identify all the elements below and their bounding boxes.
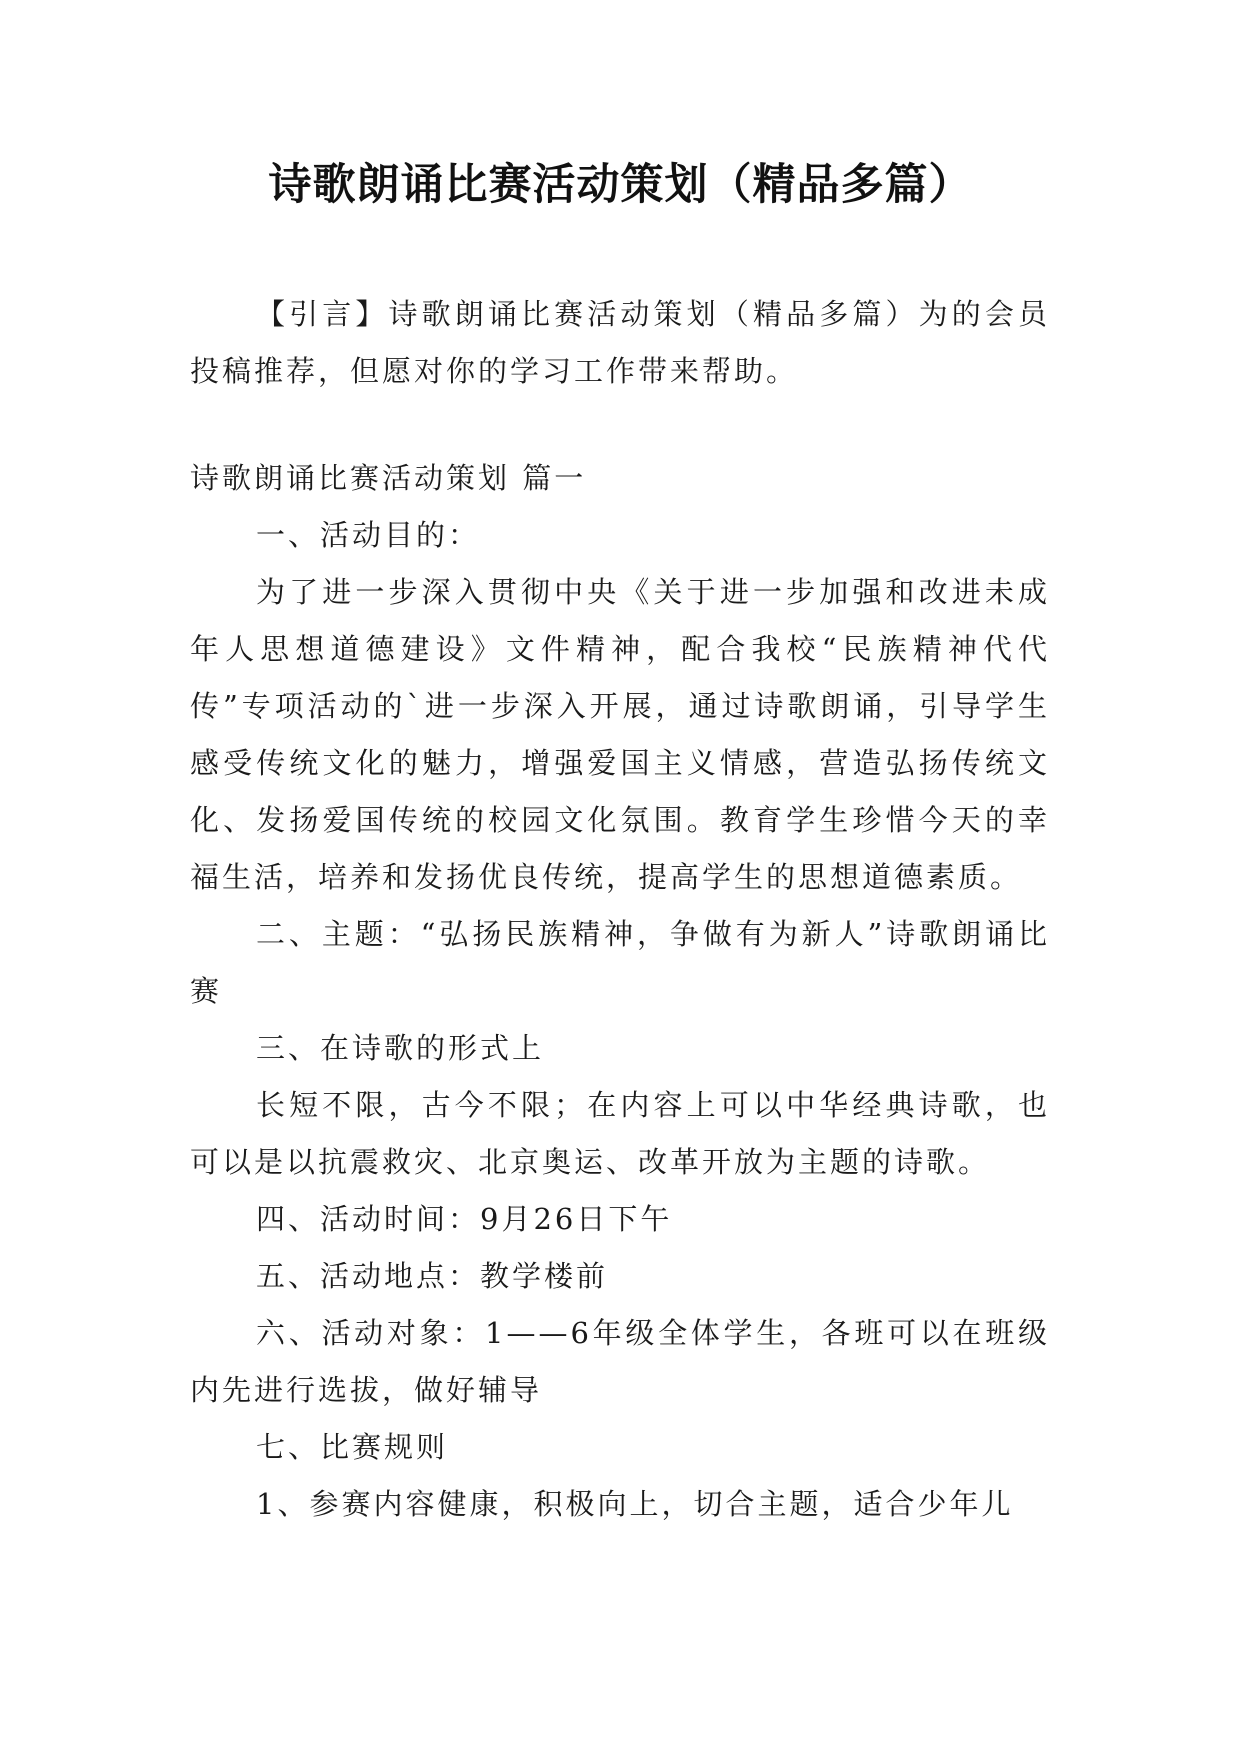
paragraph-time: 四、活动时间：9月26日下午: [256, 1202, 673, 1236]
paragraph-theme: 二、主题：“弘扬民族精神，争做有为新人”诗歌朗诵比赛: [190, 917, 1050, 1008]
paragraph-rules-heading: 七、比赛规则: [256, 1430, 449, 1464]
paragraph-form-body: 长短不限，古今不限；在内容上可以中华经典诗歌，也可以是以抗震救灾、北京奥运、改革开放为主题的诗歌。: [190, 1088, 1050, 1179]
section-heading: 诗歌朗诵比赛活动策划 篇一: [190, 461, 587, 495]
paragraph-rule-1: 1、参赛内容健康，积极向上，切合主题，适合少年儿: [256, 1487, 1014, 1521]
paragraph-location: 五、活动地点：教学楼前: [256, 1259, 609, 1293]
section-gap: [190, 400, 1050, 450]
document-body: [190, 286, 1050, 1533]
paragraph-purpose-heading: 一、活动目的：: [256, 518, 481, 552]
paragraph-participants: 六、活动对象：1——6年级全体学生，各班可以在班级内先进行选拔，做好辅导: [190, 1316, 1050, 1407]
document-title: 诗歌朗诵比赛活动策划（精品多篇）: [268, 160, 973, 210]
intro-paragraph: 【引言】诗歌朗诵比赛活动策划（精品多篇）为的会员投稿推荐，但愿对你的学习工作带来帮助。: [190, 297, 1050, 388]
paragraph-form-heading: 三、在诗歌的形式上: [256, 1031, 545, 1065]
paragraph-purpose-body: 为了进一步深入贯彻中央《关于进一步加强和改进未成年人思想道德建设》文件精神，配合我校“民族精神代代传”专项活动的`进一步深入开展，通过诗歌朗诵，引导学生感受传统文化的魅力，增强爱国主义情感，营造弘扬传统文化、发扬爱国传统的校园文化氛围。教育学生珍惜今天的幸福生活，培养和发扬优良传统，提高学生的思想道德素质。: [190, 575, 1050, 894]
